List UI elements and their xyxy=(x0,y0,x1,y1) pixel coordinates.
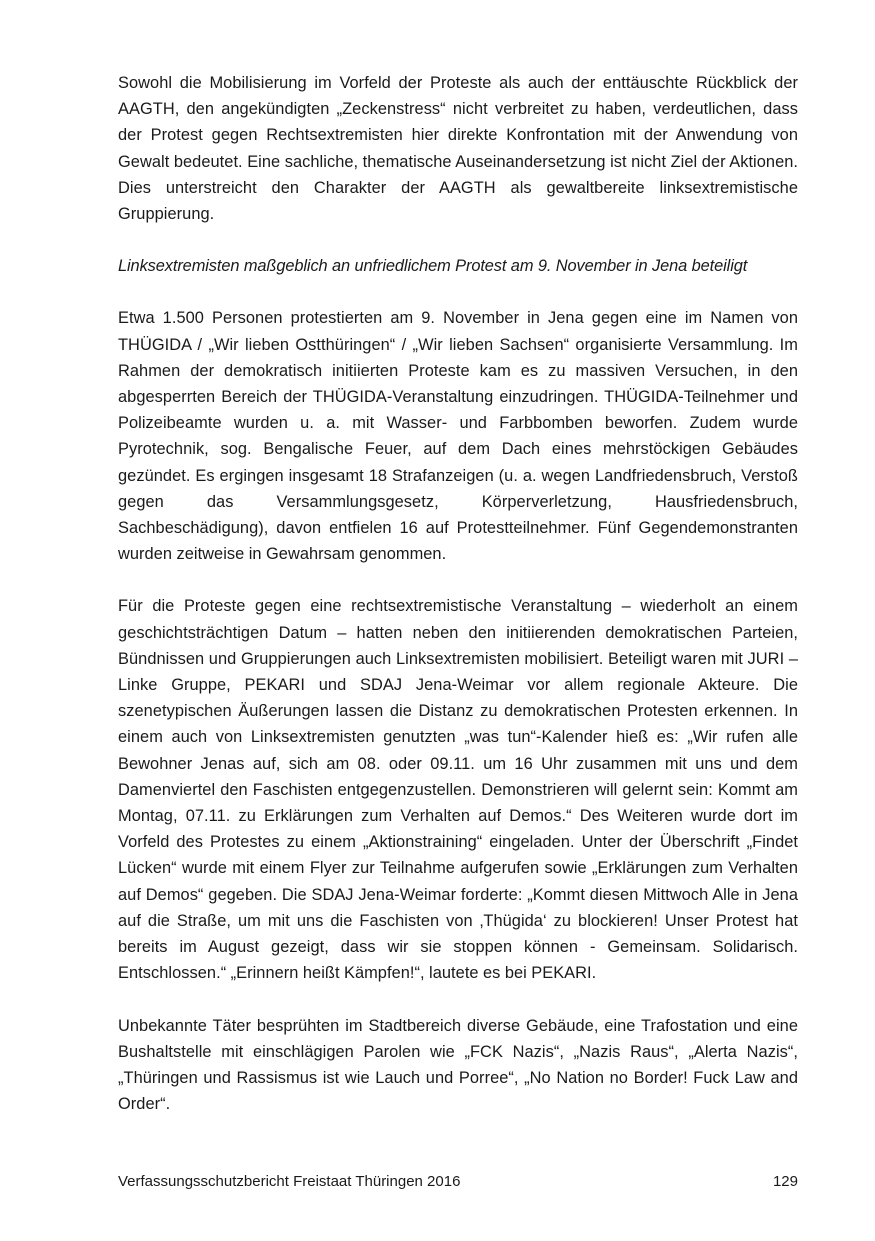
section-subheading: Linksextremisten maßgeblich an unfriedlichem Protest am 9. November in Jena beteiligt xyxy=(118,257,748,276)
paragraph-graffiti: Unbekannte Täter besprühten im Stadtbereich diverse Gebäude, eine Trafostation und eine Bushaltstelle mit einschlägigen Parolen wie „FCK Nazis“, „Nazis Raus“, „Alerta Nazis“, „Thüringen und Rassismus ist wie Lauch und Porree“, „No Nation no Border! Fuck Law and Order“. xyxy=(118,1016,798,1114)
paragraph-jena-protest: Etwa 1.500 Personen protestierten am 9. November in Jena gegen eine im Namen von THÜGIDA / „Wir lieben Ostthüringen“ / „Wir lieben Sachsen“ organisierte Versammlung. Im Rahmen der demokratisch initiierten Proteste kam es zu massiven Versuchen, in den abgesperrten Bereich der THÜGIDA-Veranstaltung einzudringen. THÜGIDA-Teilnehmer und Polizeibeamte wurden u. a. mit Wasser- und Farbbomben beworfen. Zudem wurde Pyrotechnik, sog. Bengalische Feuer, auf dem Dach eines mehrstöckigen Gebäudes gezündet. Es ergingen insgesamt 18 Strafanzeigen (u. a. wegen Landfriedensbruch, Verstoß gegen das Versammlungsgesetz, Körperverletzung, Hausfriedensbruch, Sachbeschädigung), davon entfielen 16 auf Protestteilnehmer. Fünf Gegendemonstranten wurden zeitweise in Gewahrsam genommen. xyxy=(118,309,798,564)
paragraph-aagth-mobilisation: Sowohl die Mobilisierung im Vorfeld der Proteste als auch der enttäuschte Rückblick der AAGTH, den angekündigten „Zeckenstress“ nicht verbreitet zu haben, verdeutlichen, dass der Protest gegen Rechtsextremisten hier direkte Konfrontation mit der Anwendung von Gewalt bedeutet. Eine sachliche, thematische Auseinandersetzung ist nicht Ziel der Aktionen. Dies unterstreicht den Charakter der AAGTH als gewaltbereite linksextremistische Gruppierung. xyxy=(118,74,798,224)
footer-title: Verfassungsschutzbericht Freistaat Thüringen 2016 xyxy=(118,1173,461,1190)
paragraph-left-extremist-mobilisation: Für die Proteste gegen eine rechtsextremistische Veranstaltung – wiederholt an einem geschichtsträchtigen Datum – hatten neben den initiierenden demokratischen Parteien, Bündnissen und Gruppierungen auch Linksextremisten mobilisiert. Beteiligt waren mit JURI – Linke Gruppe, PEKARI und SDAJ Jena-Weimar vor allem regionale Akteure. Die szenetypischen Äußerungen lassen die Distanz zu demokratischen Protesten erkennen. In einem auch von Linksextremisten genutzten „was tun“-Kalender hieß es: „Wir rufen alle Bewohner Jenas auf, sich am 08. oder 09.11. um 16 Uhr zusammen mit uns und dem Damenviertel den Faschisten entgegenzustellen. Demonstrieren will gelernt sein: Kommt am Montag, 07.11. zu Erklärungen zum Verhalten auf Demos.“ Des Weiteren wurde dort im Vorfeld des Protestes zu einem „Aktionstraining“ eingeladen. Unter der Überschrift „Findet Lücken“ wurde mit einem Flyer zur Teilnahme aufgerufen sowie „Erklärungen zum Verhalten auf Demos“ gegeben. Die SDAJ Jena-Weimar forderte: „Kommt diesen Mittwoch Alle in Jena auf die Straße, um mit uns die Faschisten von ‚Thügida‘ zu blockieren! Unser Protest hat bereits im August gezeigt, dass wir sie stoppen können - Gemeinsam. Solidarisch. Entschlossen.“ „Erinnern heißt Kämpfen!“, lautete es bei PEKARI. xyxy=(118,597,798,983)
page-body xyxy=(118,70,798,1117)
page-number: 129 xyxy=(772,1173,798,1190)
